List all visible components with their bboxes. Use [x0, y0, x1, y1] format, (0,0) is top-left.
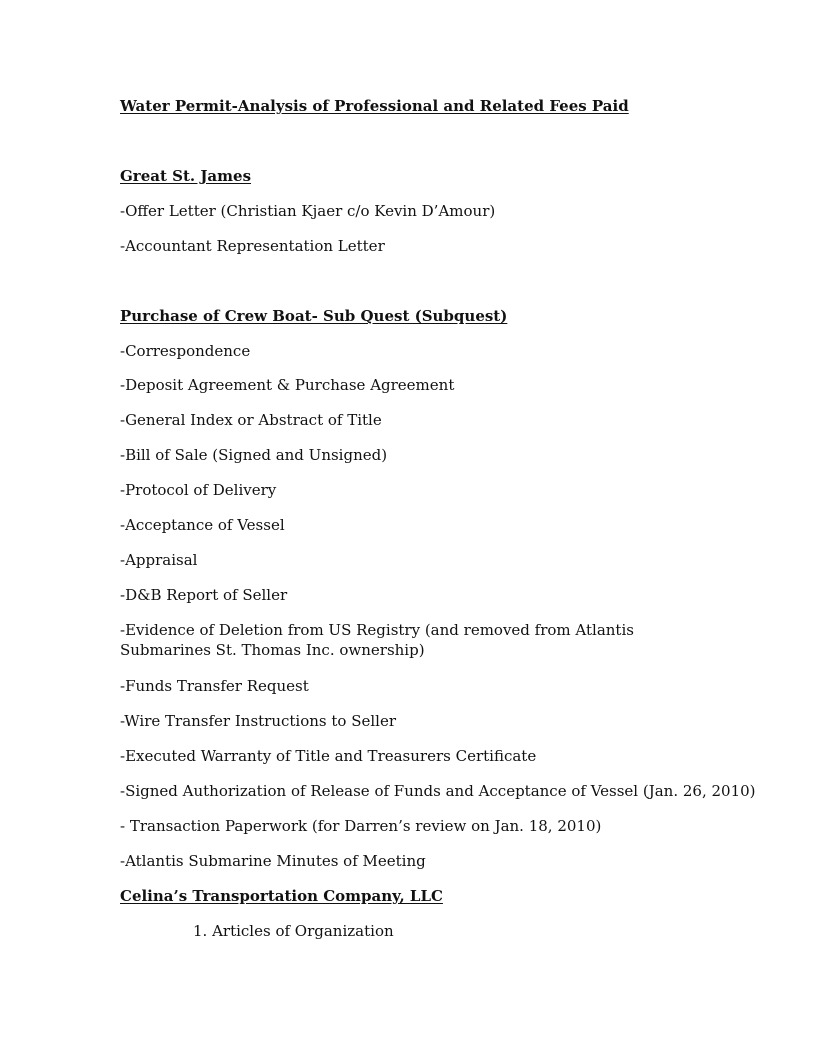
list-item: -Signed Authorization of Release of Funds and Acceptance of Vessel (Jan. 26, 2010)	[120, 782, 756, 800]
list-item: -Accountant Representation Letter	[120, 237, 385, 255]
list-item: -Wire Transfer Instructions to Seller	[120, 712, 397, 730]
list-item: -General Index or Abstract of Title	[120, 411, 382, 429]
list-item: -Funds Transfer Request	[120, 677, 309, 695]
list-item: -Appraisal	[120, 551, 198, 569]
list-item: - Transaction Paperwork (for Darren’s review on Jan. 18, 2010)	[120, 817, 602, 835]
document-title: Water Permit-Analysis of Professional and Related Fees Paid	[120, 97, 629, 115]
numbered-list-item: 1. Articles of Organization	[193, 922, 394, 940]
section-heading-crew-boat: Purchase of Crew Boat- Sub Quest (Subquest)	[120, 307, 508, 325]
list-item: -Bill of Sale (Signed and Unsigned)	[120, 446, 388, 464]
list-item: -Executed Warranty of Title and Treasurers Certificate	[120, 747, 537, 765]
section-heading-great-st-james: Great St. James	[120, 167, 252, 185]
list-item: -Atlantis Submarine Minutes of Meeting	[120, 852, 426, 870]
list-item: -Correspondence	[120, 342, 251, 360]
list-item: -Protocol of Delivery	[120, 481, 277, 499]
list-item: -Acceptance of Vessel	[120, 516, 285, 534]
list-item: -Offer Letter (Christian Kjaer c/o Kevin D’Amour)	[120, 202, 496, 220]
section-heading-celinas-transportation: Celina’s Transportation Company, LLC	[120, 887, 443, 905]
list-item: -D&B Report of Seller	[120, 586, 288, 604]
list-item: -Deposit Agreement & Purchase Agreement	[120, 376, 455, 394]
list-item: -Evidence of Deletion from US Registry (and removed from Atlantis Submarines St. Thomas Inc. ownership)	[120, 621, 634, 659]
